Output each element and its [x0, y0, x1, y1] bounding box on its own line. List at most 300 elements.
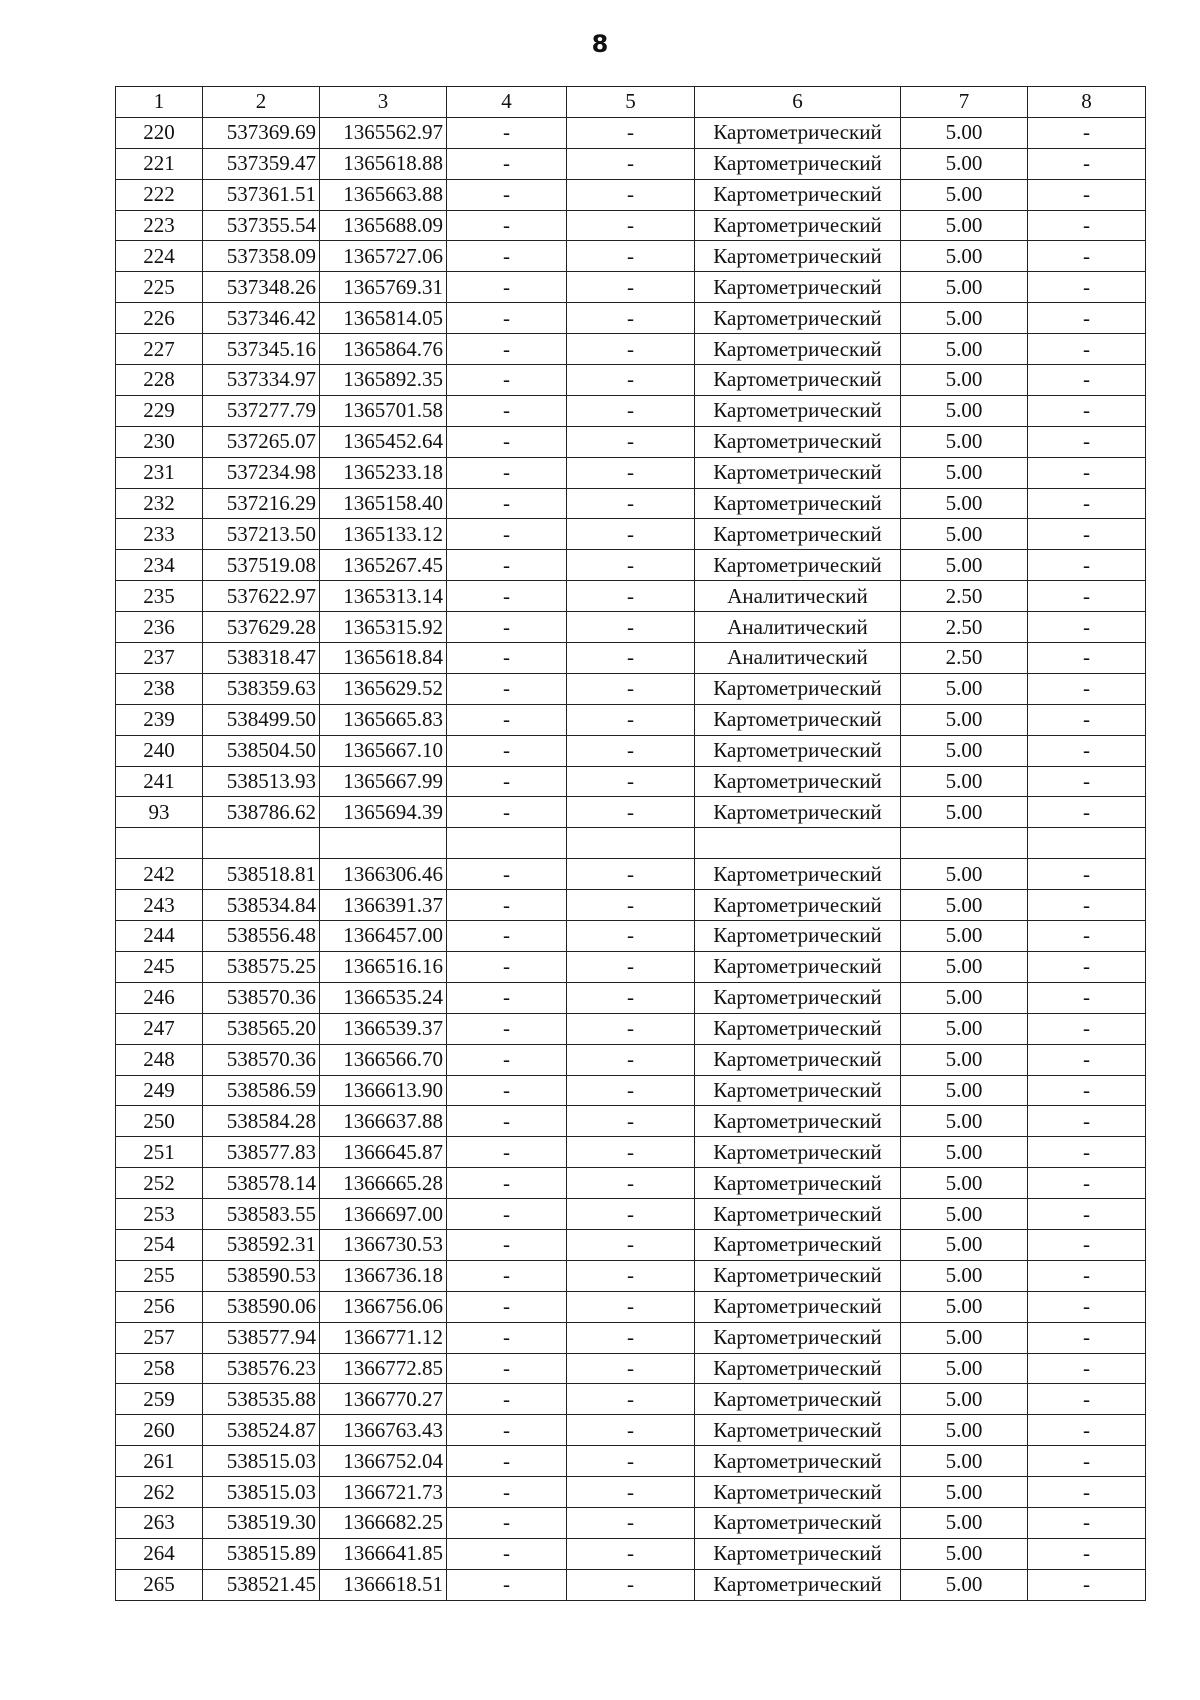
cell-y-coordinate: 1365663.88: [320, 179, 447, 210]
cell-col-4: -: [447, 365, 567, 396]
cell-x-coordinate: 538504.50: [203, 735, 320, 766]
cell-col-8: -: [1028, 395, 1146, 426]
cell-col-4: -: [447, 890, 567, 921]
cell-x-coordinate: 537277.79: [203, 395, 320, 426]
cell-col-8: -: [1028, 550, 1146, 581]
cell-col-4: -: [447, 1168, 567, 1199]
cell-method: Картометрический: [695, 1446, 901, 1477]
cell-accuracy: 2.50: [901, 612, 1028, 643]
table-row: [116, 581, 1146, 612]
cell-col-8: -: [1028, 148, 1146, 179]
cell-col-5: -: [567, 1260, 695, 1291]
cell-x-coordinate: 538583.55: [203, 1199, 320, 1230]
cell-y-coordinate: 1366770.27: [320, 1384, 447, 1415]
cell-method: Картометрический: [695, 890, 901, 921]
cell-point-number: 259: [116, 1384, 203, 1415]
cell-col-8: -: [1028, 1199, 1146, 1230]
cell-point-number: 260: [116, 1415, 203, 1446]
cell-point-number: 250: [116, 1106, 203, 1137]
table-row: [116, 395, 1146, 426]
cell-col-5: -: [567, 1044, 695, 1075]
cell-x-coordinate: 537346.42: [203, 303, 320, 334]
cell-accuracy: 5.00: [901, 1477, 1028, 1508]
table-row: [116, 1199, 1146, 1230]
cell-method: Картометрический: [695, 365, 901, 396]
cell-col-8: -: [1028, 1260, 1146, 1291]
table-row: [116, 272, 1146, 303]
table-row: [116, 1384, 1146, 1415]
cell-x-coordinate: 537265.07: [203, 426, 320, 457]
cell-col-4: -: [447, 1322, 567, 1353]
cell-method: Картометрический: [695, 1044, 901, 1075]
cell-accuracy: 5.00: [901, 797, 1028, 828]
cell-col-8: -: [1028, 704, 1146, 735]
cell-col-8: -: [1028, 1013, 1146, 1044]
cell-method: Картометрический: [695, 1477, 901, 1508]
table-row: [116, 210, 1146, 241]
cell-point-number: 254: [116, 1229, 203, 1260]
cell-point-number: 222: [116, 179, 203, 210]
table-row: [116, 1291, 1146, 1322]
column-header-8: 8: [1028, 87, 1146, 118]
cell-accuracy: 5.00: [901, 1260, 1028, 1291]
table-row: [116, 241, 1146, 272]
cell-col-8: -: [1028, 488, 1146, 519]
cell-col-4: -: [447, 334, 567, 365]
cell-accuracy: 5.00: [901, 519, 1028, 550]
cell-point-number: 258: [116, 1353, 203, 1384]
cell-point-number: 253: [116, 1199, 203, 1230]
cell-x-coordinate: 538575.25: [203, 951, 320, 982]
cell-method: [695, 828, 901, 859]
cell-x-coordinate: 538577.94: [203, 1322, 320, 1353]
cell-col-4: -: [447, 612, 567, 643]
cell-col-5: -: [567, 1569, 695, 1600]
cell-accuracy: 5.00: [901, 1291, 1028, 1322]
cell-method: Картометрический: [695, 951, 901, 982]
cell-accuracy: 5.00: [901, 1507, 1028, 1538]
cell-x-coordinate: 538524.87: [203, 1415, 320, 1446]
cell-y-coordinate: 1365618.88: [320, 148, 447, 179]
cell-method: Картометрический: [695, 1199, 901, 1230]
column-header-5: 5: [567, 87, 695, 118]
cell-col-5: -: [567, 1106, 695, 1137]
cell-accuracy: 5.00: [901, 1446, 1028, 1477]
cell-point-number: 239: [116, 704, 203, 735]
cell-col-5: -: [567, 1075, 695, 1106]
cell-col-5: -: [567, 1353, 695, 1384]
cell-point-number: 227: [116, 334, 203, 365]
cell-x-coordinate: 538565.20: [203, 1013, 320, 1044]
cell-col-5: -: [567, 612, 695, 643]
table-row: [116, 1044, 1146, 1075]
cell-col-8: -: [1028, 1291, 1146, 1322]
table-row: [116, 1075, 1146, 1106]
cell-x-coordinate: 538515.03: [203, 1477, 320, 1508]
cell-accuracy: 5.00: [901, 1013, 1028, 1044]
cell-col-8: -: [1028, 1384, 1146, 1415]
cell-col-4: -: [447, 1415, 567, 1446]
cell-x-coordinate: 538513.93: [203, 766, 320, 797]
cell-col-5: -: [567, 1415, 695, 1446]
cell-method: Картометрический: [695, 395, 901, 426]
cell-x-coordinate: 537234.98: [203, 457, 320, 488]
cell-accuracy: 5.00: [901, 735, 1028, 766]
cell-point-number: 263: [116, 1507, 203, 1538]
cell-method: Картометрический: [695, 1384, 901, 1415]
cell-y-coordinate: 1366697.00: [320, 1199, 447, 1230]
cell-col-5: -: [567, 1013, 695, 1044]
cell-method: Картометрический: [695, 859, 901, 890]
cell-col-8: -: [1028, 859, 1146, 890]
cell-x-coordinate: 538786.62: [203, 797, 320, 828]
cell-method: Картометрический: [695, 1507, 901, 1538]
table-row: [116, 1168, 1146, 1199]
cell-accuracy: 5.00: [901, 272, 1028, 303]
cell-method: Картометрический: [695, 1322, 901, 1353]
cell-col-4: -: [447, 1291, 567, 1322]
cell-y-coordinate: 1365688.09: [320, 210, 447, 241]
cell-col-4: -: [447, 1137, 567, 1168]
cell-method: Картометрический: [695, 1415, 901, 1446]
table-row: [116, 951, 1146, 982]
table-row: [116, 1229, 1146, 1260]
cell-col-4: -: [447, 488, 567, 519]
cell-col-5: -: [567, 272, 695, 303]
cell-accuracy: 5.00: [901, 1384, 1028, 1415]
cell-x-coordinate: 538592.31: [203, 1229, 320, 1260]
cell-method: Картометрический: [695, 735, 901, 766]
cell-x-coordinate: 538570.36: [203, 1044, 320, 1075]
cell-y-coordinate: 1366637.88: [320, 1106, 447, 1137]
cell-method: Картометрический: [695, 1538, 901, 1569]
cell-col-4: -: [447, 1075, 567, 1106]
cell-method: Картометрический: [695, 241, 901, 272]
cell-accuracy: 5.00: [901, 951, 1028, 982]
cell-y-coordinate: 1366566.70: [320, 1044, 447, 1075]
cell-method: Картометрический: [695, 673, 901, 704]
cell-accuracy: 5.00: [901, 303, 1028, 334]
cell-method: Картометрический: [695, 272, 901, 303]
cell-col-4: -: [447, 550, 567, 581]
cell-accuracy: 5.00: [901, 550, 1028, 581]
cell-point-number: 234: [116, 550, 203, 581]
column-header-7: 7: [901, 87, 1028, 118]
cell-x-coordinate: 537359.47: [203, 148, 320, 179]
cell-col-4: -: [447, 457, 567, 488]
cell-col-5: -: [567, 1507, 695, 1538]
cell-y-coordinate: 1365864.76: [320, 334, 447, 365]
cell-col-8: -: [1028, 241, 1146, 272]
cell-x-coordinate: 538590.06: [203, 1291, 320, 1322]
cell-col-5: -: [567, 859, 695, 890]
table-row: [116, 1507, 1146, 1538]
cell-method: Картометрический: [695, 704, 901, 735]
cell-y-coordinate: 1365629.52: [320, 673, 447, 704]
table-row: [116, 735, 1146, 766]
cell-col-8: -: [1028, 272, 1146, 303]
cell-accuracy: 5.00: [901, 1229, 1028, 1260]
cell-point-number: 228: [116, 365, 203, 396]
cell-y-coordinate: 1366730.53: [320, 1229, 447, 1260]
cell-col-4: -: [447, 1044, 567, 1075]
cell-method: Картометрический: [695, 766, 901, 797]
cell-col-5: -: [567, 117, 695, 148]
cell-accuracy: 2.50: [901, 643, 1028, 674]
cell-point-number: 240: [116, 735, 203, 766]
cell-point-number: 236: [116, 612, 203, 643]
cell-y-coordinate: 1365694.39: [320, 797, 447, 828]
cell-method: Картометрический: [695, 921, 901, 952]
cell-col-5: -: [567, 365, 695, 396]
cell-method: Аналитический: [695, 643, 901, 674]
cell-col-5: -: [567, 457, 695, 488]
cell-x-coordinate: 537622.97: [203, 581, 320, 612]
cell-x-coordinate: 538576.23: [203, 1353, 320, 1384]
cell-col-8: -: [1028, 1353, 1146, 1384]
cell-point-number: 246: [116, 982, 203, 1013]
cell-x-coordinate: 537361.51: [203, 179, 320, 210]
cell-method: Картометрический: [695, 1106, 901, 1137]
cell-x-coordinate: 538521.45: [203, 1569, 320, 1600]
cell-point-number: 251: [116, 1137, 203, 1168]
cell-col-4: -: [447, 1260, 567, 1291]
cell-point-number: 255: [116, 1260, 203, 1291]
cell-col-4: -: [447, 241, 567, 272]
cell-col-5: -: [567, 1137, 695, 1168]
cell-col-4: -: [447, 1353, 567, 1384]
cell-col-8: -: [1028, 117, 1146, 148]
cell-x-coordinate: 537213.50: [203, 519, 320, 550]
cell-y-coordinate: 1366772.85: [320, 1353, 447, 1384]
cell-accuracy: 5.00: [901, 117, 1028, 148]
cell-y-coordinate: 1365452.64: [320, 426, 447, 457]
cell-accuracy: 5.00: [901, 890, 1028, 921]
cell-y-coordinate: 1366457.00: [320, 921, 447, 952]
cell-col-8: -: [1028, 673, 1146, 704]
cell-accuracy: 5.00: [901, 179, 1028, 210]
cell-method: Картометрический: [695, 303, 901, 334]
cell-method: Картометрический: [695, 334, 901, 365]
cell-col-5: -: [567, 426, 695, 457]
cell-col-5: -: [567, 890, 695, 921]
cell-y-coordinate: 1366641.85: [320, 1538, 447, 1569]
coordinates-table: [115, 86, 1146, 1601]
table-row: [116, 550, 1146, 581]
cell-col-4: -: [447, 1384, 567, 1415]
cell-x-coordinate: 537348.26: [203, 272, 320, 303]
cell-method: Картометрический: [695, 1229, 901, 1260]
cell-col-5: -: [567, 1199, 695, 1230]
table-row: [116, 1013, 1146, 1044]
cell-y-coordinate: 1366756.06: [320, 1291, 447, 1322]
cell-col-8: -: [1028, 1507, 1146, 1538]
table-row: [116, 1477, 1146, 1508]
table-row: [116, 457, 1146, 488]
column-header-6: 6: [695, 87, 901, 118]
cell-y-coordinate: 1365158.40: [320, 488, 447, 519]
cell-col-8: -: [1028, 643, 1146, 674]
cell-col-8: -: [1028, 1446, 1146, 1477]
cell-col-8: -: [1028, 1229, 1146, 1260]
cell-col-5: -: [567, 334, 695, 365]
cell-accuracy: 5.00: [901, 334, 1028, 365]
cell-col-5: -: [567, 550, 695, 581]
cell-col-5: -: [567, 303, 695, 334]
cell-point-number: 257: [116, 1322, 203, 1353]
cell-col-8: -: [1028, 735, 1146, 766]
cell-col-4: -: [447, 797, 567, 828]
cell-x-coordinate: 538535.88: [203, 1384, 320, 1415]
cell-col-4: -: [447, 735, 567, 766]
cell-y-coordinate: 1365618.84: [320, 643, 447, 674]
cell-x-coordinate: 537519.08: [203, 550, 320, 581]
cell-col-5: -: [567, 1291, 695, 1322]
cell-col-4: -: [447, 643, 567, 674]
cell-col-4: -: [447, 859, 567, 890]
table-row: [116, 1415, 1146, 1446]
cell-method: Аналитический: [695, 612, 901, 643]
cell-point-number: 233: [116, 519, 203, 550]
cell-col-5: -: [567, 241, 695, 272]
cell-accuracy: 5.00: [901, 766, 1028, 797]
cell-col-4: -: [447, 982, 567, 1013]
cell-y-coordinate: 1365892.35: [320, 365, 447, 396]
table-row: [116, 673, 1146, 704]
cell-col-4: -: [447, 303, 567, 334]
table-row: [116, 1353, 1146, 1384]
cell-y-coordinate: [320, 828, 447, 859]
cell-point-number: 230: [116, 426, 203, 457]
cell-y-coordinate: 1365313.14: [320, 581, 447, 612]
cell-col-8: -: [1028, 457, 1146, 488]
cell-y-coordinate: 1365315.92: [320, 612, 447, 643]
cell-col-4: -: [447, 951, 567, 982]
cell-col-5: -: [567, 1538, 695, 1569]
cell-col-5: -: [567, 643, 695, 674]
table-row: [116, 643, 1146, 674]
cell-y-coordinate: 1365133.12: [320, 519, 447, 550]
cell-y-coordinate: 1366721.73: [320, 1477, 447, 1508]
cell-col-8: -: [1028, 797, 1146, 828]
table-row: [116, 1569, 1146, 1600]
cell-method: Картометрический: [695, 1137, 901, 1168]
cell-x-coordinate: 538578.14: [203, 1168, 320, 1199]
cell-accuracy: 5.00: [901, 1075, 1028, 1106]
cell-y-coordinate: 1365267.45: [320, 550, 447, 581]
table-row: [116, 303, 1146, 334]
table-row: [116, 334, 1146, 365]
cell-col-4: -: [447, 148, 567, 179]
cell-accuracy: 5.00: [901, 395, 1028, 426]
cell-col-4: -: [447, 1106, 567, 1137]
cell-col-4: -: [447, 1199, 567, 1230]
cell-point-number: 220: [116, 117, 203, 148]
cell-y-coordinate: 1366306.46: [320, 859, 447, 890]
column-header-2: 2: [203, 87, 320, 118]
cell-col-5: -: [567, 395, 695, 426]
cell-col-5: -: [567, 1477, 695, 1508]
cell-accuracy: 5.00: [901, 1044, 1028, 1075]
cell-col-5: -: [567, 179, 695, 210]
cell-x-coordinate: 538499.50: [203, 704, 320, 735]
cell-y-coordinate: 1366682.25: [320, 1507, 447, 1538]
cell-point-number: 261: [116, 1446, 203, 1477]
cell-x-coordinate: 537345.16: [203, 334, 320, 365]
cell-accuracy: 5.00: [901, 210, 1028, 241]
cell-accuracy: 5.00: [901, 859, 1028, 890]
cell-point-number: 224: [116, 241, 203, 272]
table-row: [116, 1106, 1146, 1137]
cell-method: Картометрический: [695, 550, 901, 581]
cell-x-coordinate: 538590.53: [203, 1260, 320, 1291]
cell-accuracy: 5.00: [901, 1353, 1028, 1384]
cell-point-number: 221: [116, 148, 203, 179]
cell-method: Картометрический: [695, 1168, 901, 1199]
cell-x-coordinate: 538518.81: [203, 859, 320, 890]
cell-col-5: -: [567, 673, 695, 704]
cell-col-8: -: [1028, 921, 1146, 952]
cell-col-8: -: [1028, 179, 1146, 210]
cell-col-8: -: [1028, 210, 1146, 241]
cell-col-4: -: [447, 581, 567, 612]
cell-col-4: -: [447, 766, 567, 797]
cell-y-coordinate: 1366516.16: [320, 951, 447, 982]
cell-col-4: -: [447, 1569, 567, 1600]
cell-col-5: -: [567, 148, 695, 179]
cell-accuracy: 5.00: [901, 148, 1028, 179]
cell-col-4: -: [447, 704, 567, 735]
cell-point-number: 245: [116, 951, 203, 982]
cell-col-5: -: [567, 1446, 695, 1477]
table-row: [116, 704, 1146, 735]
cell-col-4: -: [447, 921, 567, 952]
cell-point-number: 241: [116, 766, 203, 797]
table-row: [116, 797, 1146, 828]
cell-point-number: 249: [116, 1075, 203, 1106]
cell-col-8: -: [1028, 612, 1146, 643]
cell-accuracy: 5.00: [901, 673, 1028, 704]
cell-y-coordinate: 1365667.10: [320, 735, 447, 766]
cell-y-coordinate: 1365727.06: [320, 241, 447, 272]
cell-col-5: -: [567, 1384, 695, 1415]
cell-col-4: -: [447, 1229, 567, 1260]
cell-col-4: -: [447, 210, 567, 241]
column-header-1: 1: [116, 87, 203, 118]
cell-accuracy: 5.00: [901, 1106, 1028, 1137]
cell-point-number: 238: [116, 673, 203, 704]
cell-method: Картометрический: [695, 488, 901, 519]
cell-col-5: -: [567, 581, 695, 612]
cell-x-coordinate: 538515.03: [203, 1446, 320, 1477]
table-row: [116, 365, 1146, 396]
cell-y-coordinate: 1366763.43: [320, 1415, 447, 1446]
cell-point-number: 225: [116, 272, 203, 303]
cell-col-4: -: [447, 1507, 567, 1538]
table-row: [116, 148, 1146, 179]
cell-col-5: -: [567, 735, 695, 766]
cell-col-4: -: [447, 1538, 567, 1569]
cell-y-coordinate: 1366645.87: [320, 1137, 447, 1168]
cell-point-number: 231: [116, 457, 203, 488]
cell-col-8: -: [1028, 334, 1146, 365]
cell-y-coordinate: 1366665.28: [320, 1168, 447, 1199]
cell-point-number: 265: [116, 1569, 203, 1600]
table-row: [116, 859, 1146, 890]
cell-x-coordinate: 538584.28: [203, 1106, 320, 1137]
cell-col-5: -: [567, 951, 695, 982]
cell-x-coordinate: 538359.63: [203, 673, 320, 704]
